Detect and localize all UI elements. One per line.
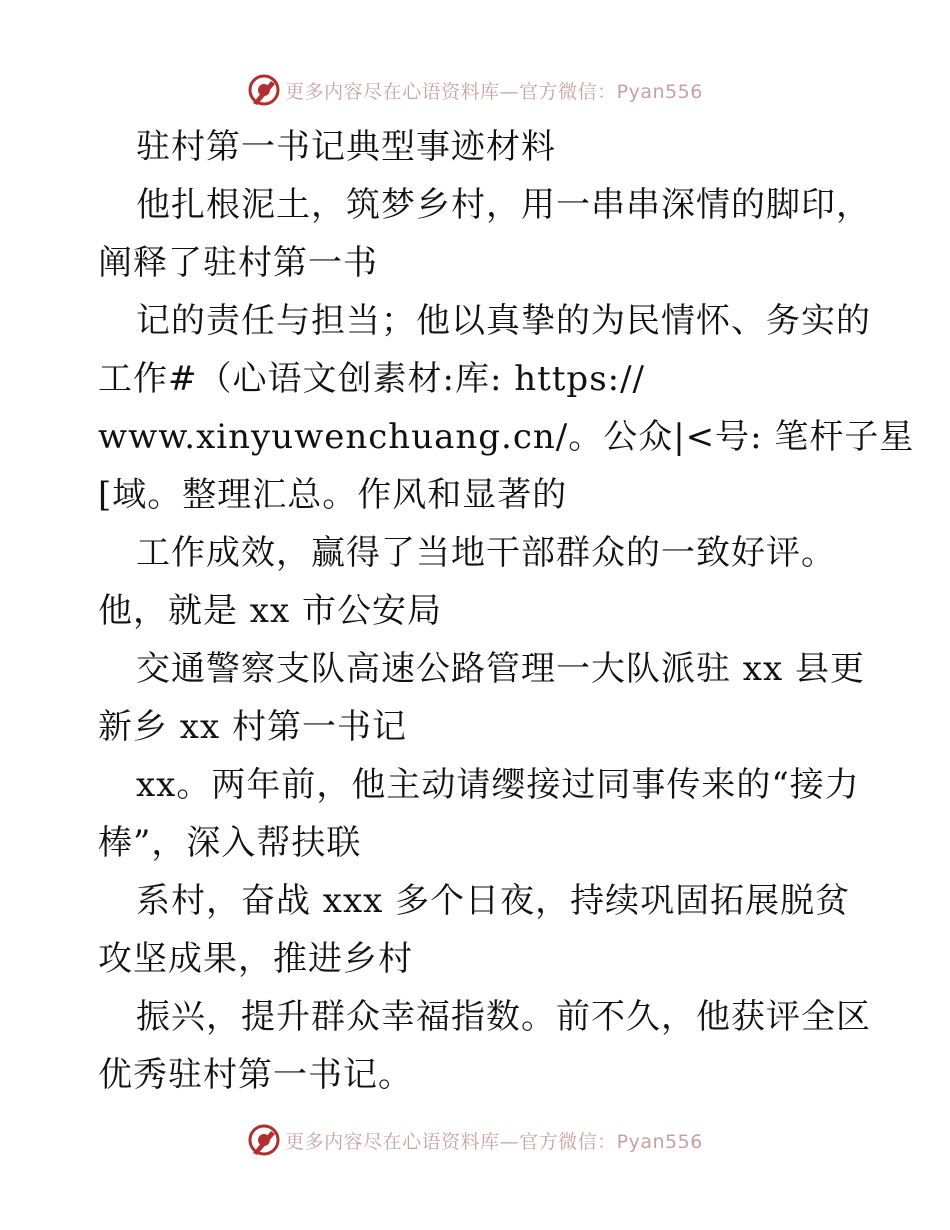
paragraph-line: 系村，奋战 xxx 多个日夜，持续巩固拓展脱贫 — [136, 881, 851, 921]
paragraph-line: xx。两年前，他主动请缨接过同事传来的“接力 — [136, 765, 860, 805]
paragraph-line: 振兴，提升群众幸福指数。前不久，他获评全区 — [136, 997, 871, 1037]
document-body — [98, 118, 915, 1104]
document-title: 驻村第一书记典型事迹材料 — [136, 127, 556, 167]
paragraph-line: 新乡 xx 村第一书记 — [98, 707, 407, 747]
paragraph-line: 他，就是 xx 市公安局 — [98, 591, 442, 631]
paragraph-line: 记的责任与担当；他以真挚的为民情怀、务实的 — [136, 301, 871, 341]
paragraph-line: 他扎根泥土，筑梦乡村，用一串串深情的脚印， — [136, 185, 871, 225]
paragraph-line: 棒”，深入帮扶联 — [98, 823, 362, 863]
header-watermark-text: 更多内容尽在心语资料库—官方微信：Pyan556 — [285, 80, 703, 103]
pen-logo-icon — [247, 73, 281, 107]
paragraph-line: 阐释了驻村第一书 — [98, 243, 378, 283]
paragraph-line: [域。整理汇总。作风和显著的 — [98, 475, 568, 515]
paragraph-line: www.xinyuwenchuang.cn/。公众|<号: 笔杆子星 — [98, 417, 915, 457]
paragraph-line: 优秀驻村第一书记。 — [98, 1055, 413, 1095]
paragraph-line: 交通警察支队高速公路管理一大队派驻 xx 县更 — [136, 649, 865, 689]
paragraph-line: 工作成效，赢得了当地干部群众的一致好评。 — [136, 533, 836, 573]
paragraph-line: 攻坚成果，推进乡村 — [98, 939, 413, 979]
header-watermark-banner — [0, 70, 950, 110]
footer-watermark-banner — [0, 1120, 950, 1160]
footer-watermark-text: 更多内容尽在心语资料库—官方微信：Pyan556 — [285, 1130, 703, 1153]
pen-logo-icon — [247, 1123, 281, 1157]
paragraph-line: 工作#（心语文创素材:库: https:// — [98, 359, 646, 399]
